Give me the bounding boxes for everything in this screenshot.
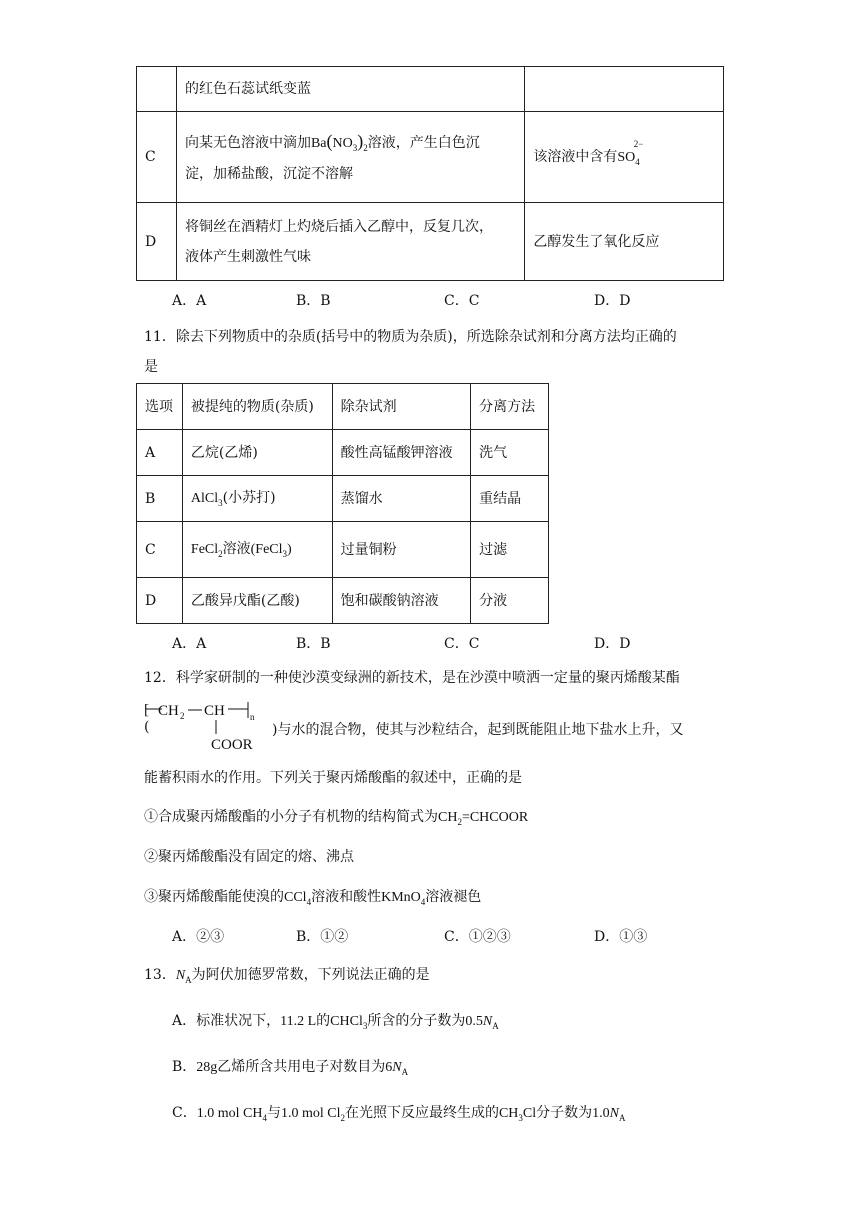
reagent-cell: 酸性高锰酸钾溶液 xyxy=(332,430,471,476)
svg-text:COOR: COOR xyxy=(211,737,253,753)
q13-stem: 13．$N_A$为阿伏加德罗常数，下列说法正确的是 xyxy=(144,967,430,985)
operation-cell: 向某无色溶液中滴加$Ba(NO_3)_2$溶液，产生白色沉 淀，加稀盐酸，沉淀不溶解 xyxy=(176,112,524,203)
method-cell: 洗气 xyxy=(471,430,549,476)
option-cell: B xyxy=(137,476,183,522)
method-cell: 过滤 xyxy=(471,522,549,578)
substance-cell: AlCl$_3$(小苏打) xyxy=(182,476,332,522)
option-cell: D xyxy=(137,203,177,281)
q10-table xyxy=(136,66,724,281)
reagent-cell: 蒸馏水 xyxy=(332,476,471,522)
q13-option-c[interactable]: C．1.0 mol $CH_4$与1.0 mol $Cl_2$在光照下反应最终生成的$CH_3Cl$分子数为$1.0N_A$ xyxy=(172,1105,626,1123)
option-c[interactable]: C．C xyxy=(444,293,480,309)
option-d[interactable]: D．①③ xyxy=(594,929,648,945)
svg-text:2: 2 xyxy=(180,711,185,721)
header-substance: 被提纯的物质(杂质) xyxy=(182,384,332,430)
option-b[interactable]: B．B xyxy=(296,293,331,309)
q11-table xyxy=(136,383,549,624)
option-b[interactable]: B．B xyxy=(296,636,331,652)
q12-stem-cont: )与水的混合物，使其与沙粒结合，起到既能阻止地下盐水上升，又 xyxy=(272,722,684,738)
q12-stem: 12．科学家研制的一种使沙漠变绿洲的新技术，是在沙漠中喷洒一定量的聚丙烯酸某酯 xyxy=(144,670,680,686)
table-row xyxy=(137,476,549,522)
q12-paren-open: ( xyxy=(144,719,150,735)
q12-statement-3: ③聚丙烯酸酯能使溴的CCl$_4$溶液和酸性KMnO$_4$溶液褪色 xyxy=(144,889,482,907)
q13-option-a[interactable]: A．标准状况下，11.2 L的CHCl$_3$所含的分子数为$0.5N_A$ xyxy=(172,1013,499,1031)
header-method: 分离方法 xyxy=(471,384,549,430)
header-reagent: 除杂试剂 xyxy=(332,384,471,430)
table-header xyxy=(137,384,549,430)
reagent-cell: 过量铜粉 xyxy=(332,522,471,578)
table-row xyxy=(137,578,549,624)
option-a[interactable]: A．A xyxy=(172,293,207,309)
q12-statement-1: ①合成聚丙烯酸酯的小分子有机物的结构简式为$CH_2=CHCOOR$ xyxy=(144,809,529,827)
table-row xyxy=(137,430,549,476)
option-a[interactable]: A．A xyxy=(172,636,207,652)
table-row xyxy=(137,67,724,112)
option-a[interactable]: A．②③ xyxy=(172,929,225,945)
q11-stem: 11．除去下列物质中的杂质(括号中的物质为杂质)，所选除杂试剂和分离方法均正确的 xyxy=(144,329,677,345)
conclusion-cell: 乙醇发生了氧化反应 xyxy=(525,203,724,281)
method-cell: 分液 xyxy=(471,578,549,624)
option-cell: C xyxy=(137,522,183,578)
method-cell: 重结晶 xyxy=(471,476,549,522)
operation-cell: 的红色石蕊试纸变蓝 xyxy=(176,67,524,112)
polyacrylate-structure-formula xyxy=(144,700,274,756)
substance-cell: 乙烷(乙烯) xyxy=(182,430,332,476)
svg-text:n: n xyxy=(250,712,255,722)
substance-cell: 乙酸异戊酯(乙酸) xyxy=(182,578,332,624)
table-row xyxy=(137,203,724,281)
conclusion-cell xyxy=(525,67,724,112)
q12-statement-2: ②聚丙烯酸酯没有固定的熔、沸点 xyxy=(144,849,354,865)
option-b[interactable]: B．①② xyxy=(296,929,349,945)
q11-stem-cont: 是 xyxy=(144,359,158,375)
svg-text:[: [ xyxy=(144,702,149,718)
header-option: 选项 xyxy=(137,384,183,430)
option-cell: C xyxy=(137,112,177,203)
conclusion-cell: 该溶液中含有$SO_4^{2-}$ xyxy=(525,112,724,203)
q13-option-b[interactable]: B．28g乙烯所含共用电子对数目为$6N_A$ xyxy=(172,1059,409,1077)
q12-stem-cont-2: 能蓄积雨水的作用。下列关于聚丙烯酸酯的叙述中，正确的是 xyxy=(144,770,522,786)
option-cell: A xyxy=(137,430,183,476)
svg-text:CH: CH xyxy=(204,703,225,719)
option-cell: D xyxy=(137,578,183,624)
reagent-cell: 饱和碳酸钠溶液 xyxy=(332,578,471,624)
option-d[interactable]: D．D xyxy=(594,293,631,309)
table-row xyxy=(137,522,549,578)
option-cell xyxy=(137,67,177,112)
option-c[interactable]: C．C xyxy=(444,636,480,652)
option-d[interactable]: D．D xyxy=(594,636,631,652)
table-row xyxy=(137,112,724,203)
substance-cell: FeCl$_2$溶液(FeCl$_3$) xyxy=(182,522,332,578)
operation-cell: 将铜丝在酒精灯上灼烧后插入乙醇中，反复几次， 液体产生刺激性气味 xyxy=(176,203,524,281)
option-c[interactable]: C．①②③ xyxy=(444,929,511,945)
svg-text:CH: CH xyxy=(158,703,179,719)
